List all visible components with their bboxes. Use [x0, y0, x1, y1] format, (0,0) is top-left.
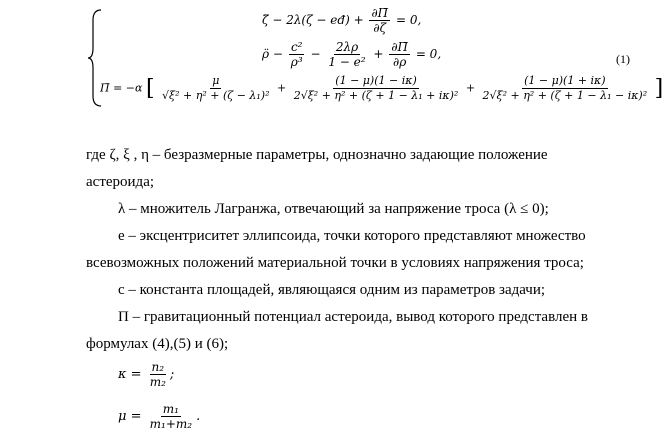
eq3-plus-2: + [465, 81, 476, 95]
eq3-f1-num: μ [212, 74, 220, 87]
eq2-fraction-1 [289, 40, 305, 69]
kappa-num: n₂ [151, 360, 165, 374]
eq1-fraction [369, 6, 390, 35]
kappa-fraction [148, 360, 168, 389]
eq3-f3-den: 2√ξ² + η² + (ζ + 1 − λ₁ − iκ)² [482, 89, 648, 102]
right-bracket: ] [654, 76, 663, 101]
equation-line-3 [100, 74, 663, 103]
mu-definition [118, 402, 200, 431]
eq3-f1-den: √ξ² + η² + (ζ − λ₁)² [162, 89, 270, 102]
para-5-line-1: Π – гравитационный потенциал астероида, вывод которого представлен в [118, 309, 588, 325]
eq3-fraction-3 [481, 74, 650, 103]
eq2-rhs: = 0, [415, 47, 442, 61]
kappa-den: m₂ [149, 375, 166, 389]
eq2-f1-num: c² [290, 40, 303, 54]
eq3-fraction-2 [292, 74, 461, 103]
equation-line-1 [262, 6, 421, 35]
kappa-definition [118, 360, 174, 389]
equation-line-2 [262, 40, 441, 69]
mu-den: m₁+m₂ [149, 417, 193, 431]
kappa-end: ; [169, 367, 175, 382]
mu-fraction [148, 402, 194, 431]
eq2-fraction-2 [326, 40, 367, 69]
mu-lhs: μ = [118, 409, 142, 424]
mu-end: . [196, 409, 201, 424]
para-3-line-1: e – эксцентриситет эллипсоида, точки которого представляют множество [118, 228, 586, 244]
eq2-f3-num: ∂Π̄ [391, 40, 408, 54]
para-2: λ – множитель Лагранжа, отвечающий за напряжение троса (λ ≤ 0); [118, 201, 549, 217]
eq3-f3-num: (1 − μ)(1 + iκ) [524, 74, 606, 87]
eq2-minus: − [310, 47, 321, 61]
eq2-f2-den: 1 − e² [328, 55, 366, 69]
para-4: c – константа площадей, являющаяся одним из параметров задачи; [118, 282, 546, 298]
eq3-lhs: Π̄ = −α [100, 81, 143, 95]
para-5-line-2: формулах (4),(5) и (6); [86, 336, 229, 352]
equation-number: (1) [616, 52, 630, 66]
eq2-lhs: ρ̈ − [262, 47, 283, 61]
eq3-fraction-1 [160, 74, 271, 103]
eq2-f3-den: ∂ρ [393, 55, 407, 69]
eq1-frac-den: ∂ζ [373, 21, 387, 35]
eq3-f2-den: 2√ξ² + η² + (ζ + 1 − λ₁ + iκ)² [293, 89, 459, 102]
eq2-f1-den: ρ³ [290, 55, 303, 69]
para-1-line-2: астероида; [86, 174, 155, 190]
kappa-lhs: κ = [118, 367, 142, 382]
eq3-plus-1: + [277, 81, 287, 95]
eq2-plus: + [373, 47, 384, 61]
eq1-rhs: = 0, [395, 13, 422, 27]
left-bracket: [ [145, 76, 155, 101]
eq1-frac-num: ∂Π̄ [371, 6, 389, 20]
mu-num: m₁ [162, 402, 179, 416]
para-1-line-1: где ζ, ξ , η – безразмерные параметры, однозначно задающие положение [86, 147, 548, 163]
eq2-f2-num: 2λρ [335, 40, 359, 54]
eq3-f2-num: (1 − μ)(1 − iκ) [335, 74, 417, 87]
eq2-fraction-3 [389, 40, 410, 69]
para-3-line-2: всевозможных положений материальной точки в условиях напряжения троса; [86, 255, 584, 271]
eq1-lhs: ζ̈ − 2λ(ζ − eđ) + [262, 13, 368, 27]
